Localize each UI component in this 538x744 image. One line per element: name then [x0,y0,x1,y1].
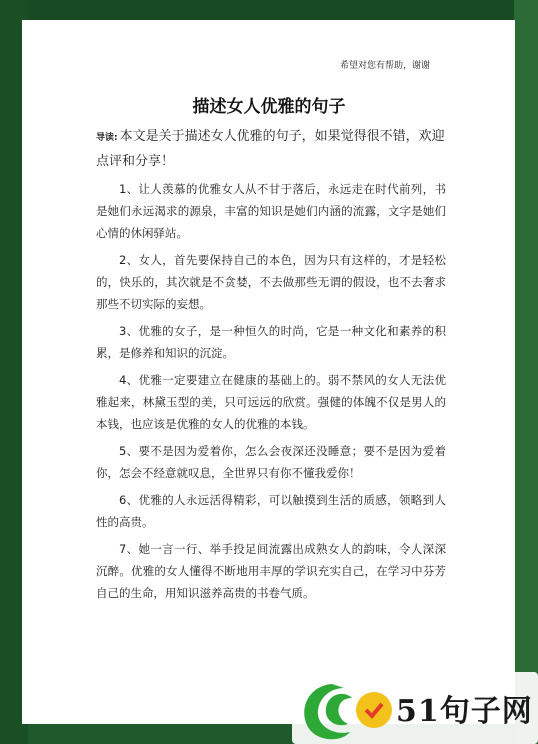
watermark-logo-text: 51句子网 [396,694,533,729]
intro [96,125,456,173]
paragraph-3: 3、优雅的女子，是一种恒久的时尚，它是一种文化和素养的积累，是修养和知识的沉淀。 [96,324,446,360]
intro-label: 导读: [96,133,118,143]
paragraph-7: 7、她一言一行、举手投足间流露出成熟女人的韵味，令人深深沉醉。优雅的女人懂得不断地用丰厚的学识充实自己，在学习中芬芳自己的生命，用知识滋养高贵的书卷气质。 [96,542,446,600]
header-note: 希望对您有帮助，谢谢 [340,61,431,71]
paragraph-list [96,178,446,609]
background-top [0,0,538,22]
paragraph-5: 5、要不是因为爱着你，怎么会夜深还没睡意；要不是因为爱着你，怎会不经意就叹息，全世界只有你不懂我爱你！ [96,444,446,480]
intro-text: 本文是关于描述女人优雅的句子，如果觉得很不错，欢迎点评和分享！ [96,129,445,169]
paragraph-4: 4、优雅一定要建立在健康的基础上的。弱不禁风的女人无法优雅起来，林黛玉型的美，只可远远的欣赏。强健的体魄不仅是男人的本钱，也应该是优雅的女人的优雅的本钱。 [96,373,446,431]
paragraph-6: 6、优雅的人永远活得精彩，可以触摸到生活的质感，领略到人性的高贵。 [96,493,446,529]
paragraph-2: 2、女人，首先要保持自己的本色，因为只有这样的，才是轻松的，快乐的，其次就是不贪婪，不去做那些无谓的假设，也不去奢求那些不切实际的妄想。 [96,253,446,311]
paragraph-1: 1、让人羡慕的优雅女人从不甘于落后，永远走在时代前列，书是她们永远渴求的源泉，丰富的知识是她们内涵的流露，文字是她们心情的休闲驿站。 [96,182,446,240]
document-title: 描述女人优雅的句子 [192,97,346,117]
